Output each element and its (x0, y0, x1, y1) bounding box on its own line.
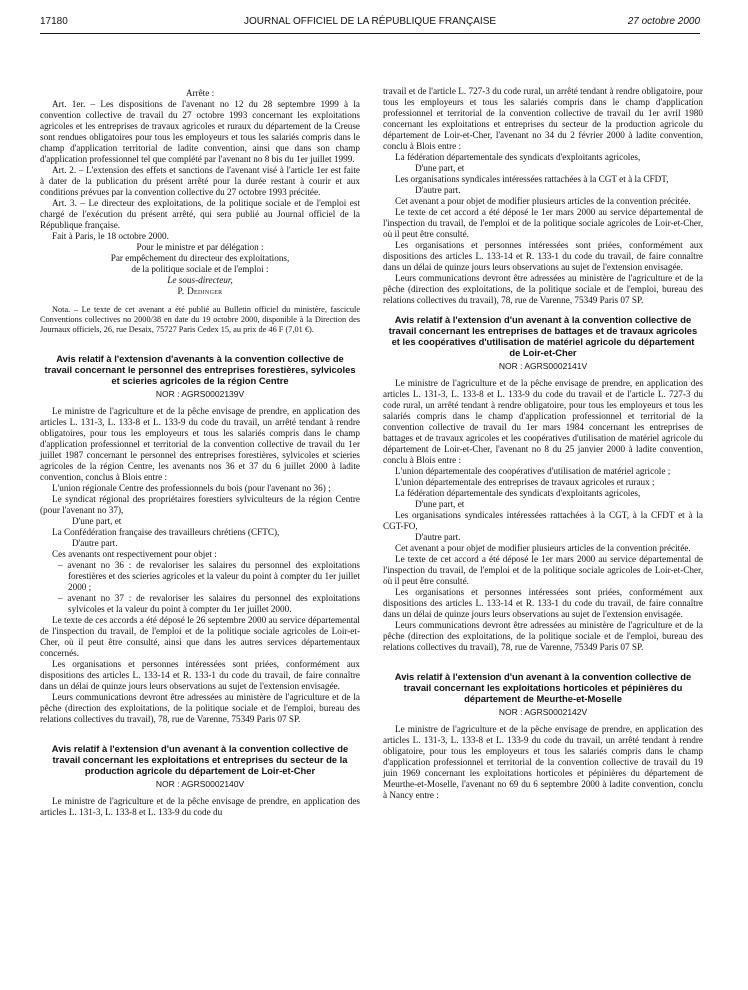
paragraph: L'union départementale des coopératives d'utilisation de matériel agricole ; (395, 466, 671, 476)
paragraph: Le texte de cet accord a été déposé le 1er mars 2000 au service départemental de l'inspection du travail, de l'emploi et de la politique sociale agricoles de Loir-et-Cher, où il peut être consulté. (383, 554, 703, 586)
nor-reference: NOR : AGRS0002142V (498, 707, 588, 717)
paragraph: Cet avenant a pour objet de modifier plusieurs articles de la convention précitée. (395, 196, 691, 206)
journal-title: JOURNAL OFFICIEL DE LA RÉPUBLIQUE FRANÇAISE (243, 16, 497, 27)
left-column (40, 88, 360, 818)
paragraph: Le texte de cet accord a été déposé le 1er mars 2000 au service départemental de l'inspection du travail, de l'emploi et de la politique sociale agricoles de Loir-et-Cher, où il peut être consulté. (383, 207, 703, 239)
article-1: Art. 1er. – Les dispositions de l'avenant no 12 du 28 septembre 1999 à la convention collective de travail du 27 octobre 1993 concernant les exploitations agricoles et les entreprises de travaux agricoles et ruraux du département de la Creuse sont rendues obligatoires pour tous les employeurs et tous les salariés compris dans le champ d'application territorial de ladite convention, ainsi que dans son champ d'application professionnel tel que complété par l'avenant no 8 bis du 1er juillet 1999. (40, 99, 360, 164)
nota-note: Nota. – Le texte de cet avenant a été publié au Bulletin officiel du ministère, fascicule Conventions collectives no 2000/38 en date du 19 octobre 2000, disponible à la Direction des Journaux officiels, 26, rue Desaix, 75727 Paris Cedex 15, au prix de 46 F (7,01 €). (40, 305, 360, 334)
paragraph: Leurs communications devront être adressées au ministère de l'agriculture et de la pêche (direction des exploitations, de la politique sociale et de l'emploi, bureau des relations collectives du travail), 78, rue de Varenne, 75349 Paris 07 SP. (383, 620, 703, 652)
section-title: Avis relatif à l'extension d'un avenant à la convention collective de travail concernant les entreprises de battages et de travaux agricoles et les coopératives d'utilisation de matériel agricole du département de Loir-et-Cher (388, 314, 698, 358)
paragraph: La Confédération française des travailleurs chrétiens (CFTC), (52, 527, 280, 537)
page-number: 17180 (40, 16, 68, 27)
paragraph: Le syndicat régional des propriétaires forestiers sylviculteurs de la région Centre (pour l'avenant no 37), (40, 494, 360, 515)
paragraph: D'une part, et (415, 163, 465, 173)
paragraph: Le texte de ces accords a été déposé le 26 septembre 2000 au service départemental de l'inspection du travail, de l'emploi et de la politique sociale agricoles de Loir-et-Cher, où il peut être consulté, ainsi que dans les autres services départementaux concernés. (40, 615, 360, 658)
paragraph: Leurs communications devront être adressées au ministère de l'agriculture et de la pêche (direction des exploitations, de la politique sociale et de l'emploi, bureau des relations collectives du travail), 78, rue de Varenne, 75349 Paris 07 SP. (383, 273, 703, 305)
article-3: Art. 3. – Le directeur des exploitations, de la politique sociale et de l'emploi est chargé de l'exécution du présent arrêté, qui sera publié au Journal officiel de la République française. (40, 198, 360, 230)
paragraph: Ces avenants ont respectivement pour objet : (52, 549, 217, 559)
signature-line: de la politique sociale et de l'emploi : (131, 264, 269, 274)
paragraph: Les organisations et personnes intéressées sont priées, conformément aux dispositions des articles L. 133-14 et R. 133-1 du code du travail, de faire connaître dans un délai de quinze jours leurs observations au sujet de l'extension envisagée. (383, 240, 703, 272)
paragraph: Les organisations syndicales intéressées rattachées à la CGT, à la CFDT et à la CGT-FO, (383, 510, 703, 531)
list-item: – avenant no 36 : de revaloriser les salaires du personnel des exploitations forestières et des scieries agricoles et la valeur du point à compter du 1er juillet 2000 ; (58, 560, 360, 592)
signature-line: Par empêchement du directeur des exploitations, (110, 253, 290, 263)
paragraph: D'autre part. (415, 185, 461, 195)
paragraph: Le ministre de l'agriculture et de la pêche envisage de prendre, en application des articles L. 131-3, L. 133-8 et L. 133-9 du code du travail, un arrêté tendant à rendre obligatoire, pour tous les employeurs et tous les salariés compris dans le champ d'application professionnel et territorial de la convention collective de travail du 19 juin 1969 concernant les exploitations horticoles et pépinières du département de Meurthe-et-Moselle, l'avenant no 69 du 6 septembre 2000 à ladite convention, conclu à Nancy entre : (383, 724, 703, 800)
article-2: Art. 2. – L'extension des effets et sanctions de l'avenant visé à l'article 1er est faite à dater de la publication du présent arrêté pour la durée restant à courir et aux conditions prévues par la convention collective du 27 octobre 1993 précitée. (40, 165, 360, 197)
nor-reference: NOR : AGRS0002140V (155, 779, 245, 789)
signature-line: Pour le ministre et par délégation : (136, 242, 264, 252)
paragraph: travail et de l'article L. 727-3 du code rural, un arrêté tendant à rendre obligatoire, pour tous les employeurs et tous les salariés compris dans le champ d'application professionnel et territorial de la convention collective de travail du 1er avril 1980 concernant les exploitations et entreprises du secteur de la production agricole du département de Loir-et-Cher, l'avenant no 34 du 2 février 2000 à ladite convention, conclu à Blois entre : (383, 86, 703, 151)
arrete-heading: Arrête : (185, 88, 215, 98)
signatory-title: Le sous-directeur, (167, 275, 233, 285)
section-title: Avis relatif à l'extension d'un avenant à la convention collective de travail concernant les exploitations et entreprises du secteur de la production agricole du département de Loir-et-Cher (51, 743, 349, 776)
paragraph: D'une part, et (415, 499, 465, 509)
paragraph: La fédération départementale des syndicats d'exploitants agricoles, (395, 488, 641, 498)
paragraph: Le ministre de l'agriculture et de la pêche envisage de prendre, en application des articles L. 131-3, L. 133-8 et L. 133-9 du code du travail et de l'article L. 727-3 du code rural, un arrêté tendant à rendre obligatoire, pour tous les employeurs et tous les salariés compris dans le champ d'application professionnel et territorial de la convention collective de travail du 1er mars 1984 concernant les entreprises de battages et de travaux agricoles et les coopératives d'utilisation de matériel agricole du département de Loir-et-Cher, l'avenant no 8 du 25 janvier 2000 à ladite convention, conclu à Blois entre : (383, 378, 703, 465)
issue-date: 27 octobre 2000 (627, 16, 700, 27)
nor-reference: NOR : AGRS0002141V (498, 361, 588, 371)
signing-place-date: Fait à Paris, le 18 octobre 2000. (52, 231, 169, 241)
paragraph: Le ministre de l'agriculture et de la pêche envisage de prendre, en application des articles L. 131-3, L. 133-8 et L. 133-9 du code du travail, un arrêté tendant à rendre obligatoires, pour tous les employeurs et tous les salariés compris dans le champ d'application professionnel et territorial de la convention collective de travail du 1er juillet 1987 concernant le personnel des entreprises forestières, sylvicoles et scieries agricoles de la région Centre, les avenants nos 36 et 37 du 6 juillet 2000 à ladite convention, conclus à Blois entre : (40, 406, 360, 482)
paragraph: D'autre part. (72, 538, 118, 548)
section-title: Avis relatif à l'extension d'avenants à la convention collective de travail concernant le personnel des entreprises forestières, sylvicoles et scieries agricoles de la région Centre (44, 353, 356, 386)
signatory-name: P. Dedinger (177, 286, 223, 296)
paragraph: L'union régionale Centre des professionnels du bois (pour l'avenant no 36) ; (52, 483, 331, 493)
paragraph: D'autre part. (415, 532, 461, 542)
paragraph: Les organisations et personnes intéressées sont priées, conformément aux dispositions des articles L. 133-14 et R. 133-1 du code du travail, de faire connaître dans un délai de quinze jours leurs observations au sujet de l'extension envisagée. (383, 587, 703, 619)
paragraph: D'une part, et (72, 516, 122, 526)
paragraph: Les organisations et personnes intéressées sont priées, conformément aux dispositions des articles L. 133-14 et R. 133-1 du code du travail, de faire connaître dans un délai de quinze jours leurs observations au sujet de l'extension envisagée. (40, 659, 360, 691)
paragraph: L'union départementale des entreprises de travaux agricoles et ruraux ; (395, 477, 655, 487)
paragraph: Cet avenant a pour objet de modifier plusieurs articles de la convention précitée. (395, 543, 691, 553)
paragraph: La fédération départementale des syndicats d'exploitants agricoles, (395, 152, 641, 162)
paragraph: Le ministre de l'agriculture et de la pêche envisage de prendre, en application des articles L. 131-3, L. 133-8 et L. 133-9 du code du (40, 796, 360, 817)
page-header (40, 15, 700, 34)
list-item: – avenant no 37 : de revaloriser les salaires du personnel des exploitations sylvicoles et la valeur du point à compter du 1er juillet 2000. (58, 593, 360, 614)
section-title: Avis relatif à l'extension d'un avenant à la convention collective de travail concernant les exploitations horticoles et pépinières du département de Meurthe-et-Moselle (394, 671, 692, 704)
paragraph: Les organisations syndicales intéressées rattachées à la CGT et à la CFDT, (395, 174, 669, 184)
paragraph: Leurs communications devront être adressées au ministère de l'agriculture et de la pêche (direction des exploitations, de la politique sociale et de l'emploi, bureau des relations collectives du travail), 78, rue de Varenne, 75349 Paris 07 SP. (40, 692, 360, 724)
nor-reference: NOR : AGRS0002139V (155, 389, 245, 399)
right-column (383, 86, 703, 801)
